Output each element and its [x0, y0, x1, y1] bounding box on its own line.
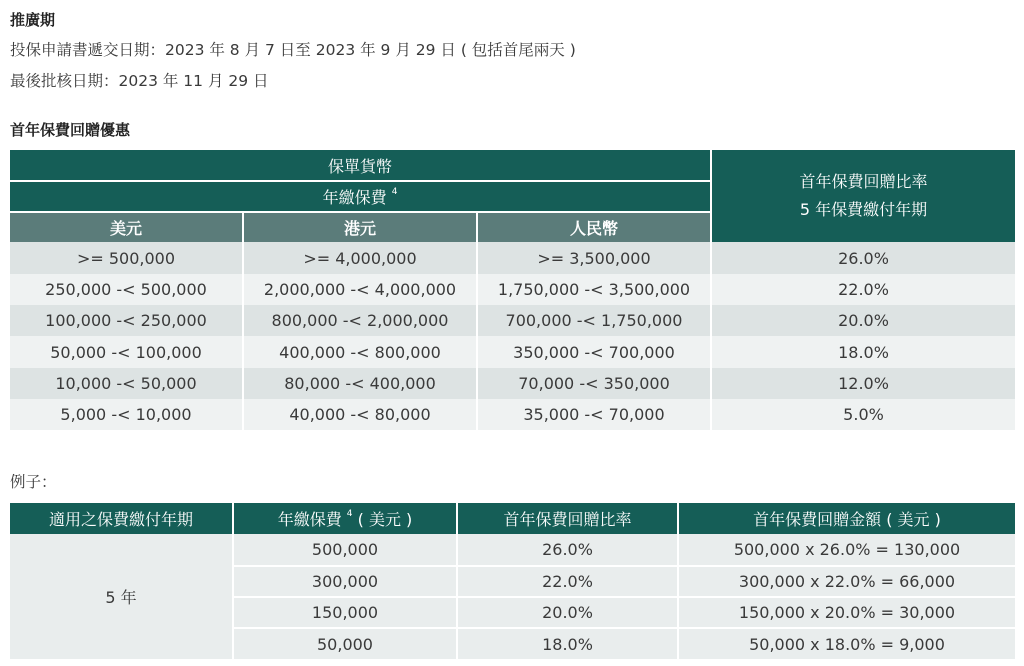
- col-rmb: 人民幣: [477, 212, 711, 242]
- table-row: [10, 336, 1015, 368]
- cell-amount: 150,000 x 20.0% = 30,000: [678, 597, 1015, 628]
- cell-usd: 100,000 -< 250,000: [10, 305, 243, 336]
- example-premium-suffix: ( 美元 ): [357, 510, 413, 529]
- promo-heading: 推廣期: [10, 11, 56, 29]
- table-row: [10, 368, 1015, 399]
- cell-rmb: 350,000 -< 700,000: [477, 336, 711, 368]
- example-col-term: 適用之保費繳付年期: [10, 503, 233, 534]
- table-row: [10, 274, 1015, 305]
- cell-usd: 10,000 -< 50,000: [10, 368, 243, 399]
- cell-usd: 5,000 -< 10,000: [10, 399, 243, 430]
- table-row: [10, 305, 1015, 336]
- cell-rate: 22.0%: [457, 566, 678, 597]
- cell-rate: 20.0%: [457, 597, 678, 628]
- cell-rate: 26.0%: [457, 534, 678, 566]
- rate-header-line2: 5 年保費繳付年期: [799, 200, 928, 219]
- example-premium-label: 年繳保費: [277, 510, 342, 529]
- example-col-rate: 首年保費回贈比率: [457, 503, 678, 534]
- col-hkd: 港元: [243, 212, 477, 242]
- rebate-heading: 首年保費回贈優惠: [10, 121, 131, 139]
- rate-header-line1: 首年保費回贈比率: [799, 172, 928, 191]
- cell-rate: 20.0%: [711, 305, 1015, 336]
- footnote-4: 4: [391, 187, 398, 197]
- cell-usd: 50,000 -< 100,000: [10, 336, 243, 368]
- cell-amount: 50,000 x 18.0% = 9,000: [678, 628, 1015, 659]
- col-usd: 美元: [10, 212, 243, 242]
- cell-rate: 18.0%: [457, 628, 678, 659]
- annual-premium-header: [10, 181, 711, 212]
- cell-rate: 12.0%: [711, 368, 1015, 399]
- table-row: [10, 399, 1015, 430]
- cell-rate: 26.0%: [711, 242, 1015, 274]
- rate-header: [711, 150, 1015, 242]
- table-row: [10, 534, 1015, 566]
- submission-period: 投保申請書遞交日期：2023 年 8 月 7 日至 2023 年 9 月 29 日 ( 包括首尾兩天 ): [10, 41, 576, 59]
- annual-premium-label: 年繳保費: [322, 188, 387, 207]
- cell-hkd: 400,000 -< 800,000: [243, 336, 477, 368]
- cell-rmb: >= 3,500,000: [477, 242, 711, 274]
- cell-premium: 150,000: [233, 597, 457, 628]
- approval-date: 最後批核日期：2023 年 11 月 29 日: [10, 72, 269, 90]
- cell-hkd: >= 4,000,000: [243, 242, 477, 274]
- example-heading: 例子：: [10, 473, 57, 491]
- cell-hkd: 2,000,000 -< 4,000,000: [243, 274, 477, 305]
- cell-rate: 5.0%: [711, 399, 1015, 430]
- example-col-premium: [233, 503, 457, 534]
- cell-rate: 22.0%: [711, 274, 1015, 305]
- cell-amount: 500,000 x 26.0% = 130,000: [678, 534, 1015, 566]
- cell-hkd: 80,000 -< 400,000: [243, 368, 477, 399]
- cell-amount: 300,000 x 22.0% = 66,000: [678, 566, 1015, 597]
- cell-premium: 50,000: [233, 628, 457, 659]
- cell-premium: 300,000: [233, 566, 457, 597]
- rebate-table: [10, 150, 1015, 430]
- cell-usd: 250,000 -< 500,000: [10, 274, 243, 305]
- cell-rate: 18.0%: [711, 336, 1015, 368]
- cell-hkd: 40,000 -< 80,000: [243, 399, 477, 430]
- example-col-amount: 首年保費回贈金額 ( 美元 ): [678, 503, 1015, 534]
- cell-rmb: 1,750,000 -< 3,500,000: [477, 274, 711, 305]
- currency-header: 保單貨幣: [10, 150, 711, 181]
- cell-rmb: 35,000 -< 70,000: [477, 399, 711, 430]
- cell-rmb: 70,000 -< 350,000: [477, 368, 711, 399]
- cell-usd: >= 500,000: [10, 242, 243, 274]
- cell-premium: 500,000: [233, 534, 457, 566]
- cell-rmb: 700,000 -< 1,750,000: [477, 305, 711, 336]
- cell-hkd: 800,000 -< 2,000,000: [243, 305, 477, 336]
- footnote-4: 4: [346, 509, 353, 519]
- table-row: [10, 242, 1015, 274]
- example-term-value: 5 年: [10, 534, 233, 659]
- example-table: [10, 503, 1015, 659]
